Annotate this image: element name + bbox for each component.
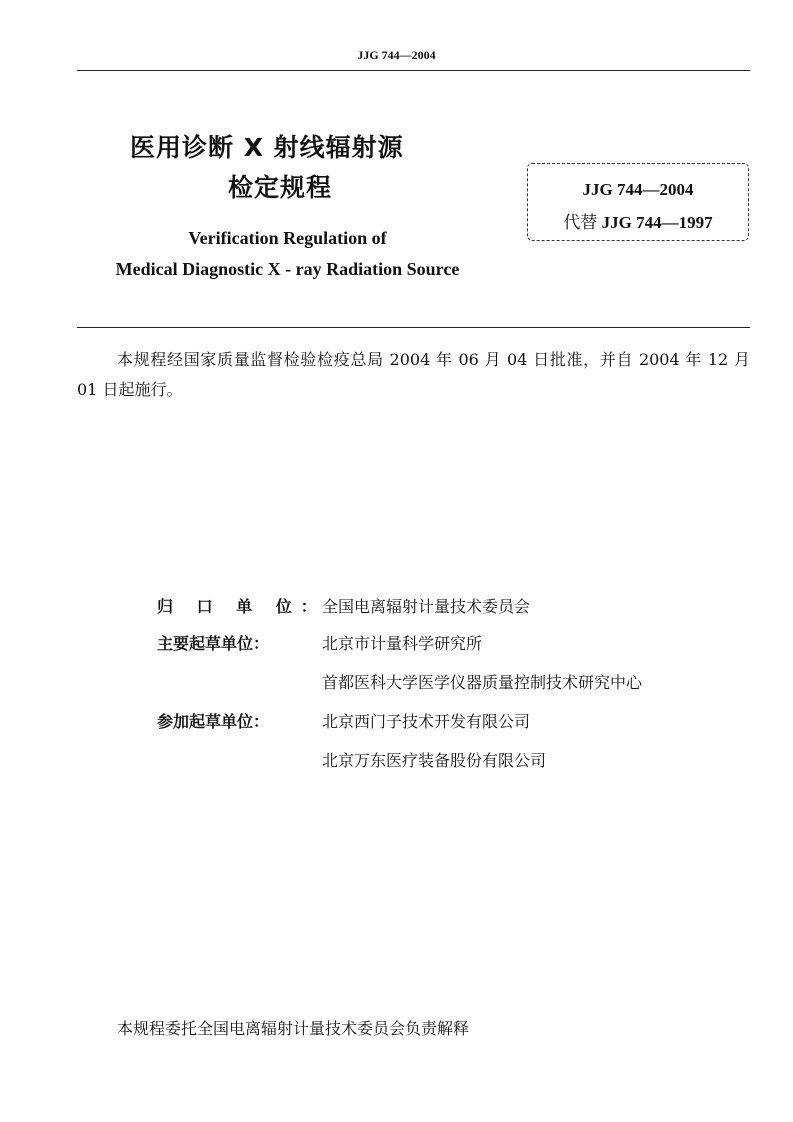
running-header: JJG 744—2004 [357,48,436,62]
replaces-prefix: 代替 [563,213,598,233]
title-chinese-line-1: 医用诊断 X 射线辐射源 [130,133,404,162]
replaces-code: JJG 744—1997 [601,213,713,232]
replaces-code-line [527,208,749,233]
participating-drafting-unit-1: 北京西门子技术开发有限公司 [322,712,531,731]
responsible-unit-label: 归 口 单 位： [157,597,326,616]
title-rule [77,327,750,328]
title-english-line-1: Verification Regulation of [188,228,387,248]
approval-statement: 本规程经国家质量监督检验检疫总局 2004 年 06 月 04 日批准，并自 2004 年 12 月 01 日起施行。 [77,350,750,399]
participating-drafting-unit-2: 北京万东医疗装备股份有限公司 [322,751,547,770]
main-drafting-unit-label: 主要起草单位： [157,634,270,653]
main-drafting-unit-2: 首都医科大学医学仪器质量控制技术研究中心 [322,673,643,692]
header-rule [77,70,750,71]
responsible-unit-value: 全国电离辐射计量技术委员会 [322,597,531,616]
standard-code: JJG 744—2004 [582,180,694,199]
participating-drafting-unit-label: 参加起草单位： [157,712,270,731]
main-drafting-unit-1: 北京市计量科学研究所 [322,634,483,653]
title-english-line-2: Medical Diagnostic X - ray Radiation Source [115,259,460,279]
title-chinese-line-2: 检定规程 [228,173,333,202]
interpretation-note: 本规程委托全国电离辐射计量技术委员会负责解释 [117,1019,470,1038]
